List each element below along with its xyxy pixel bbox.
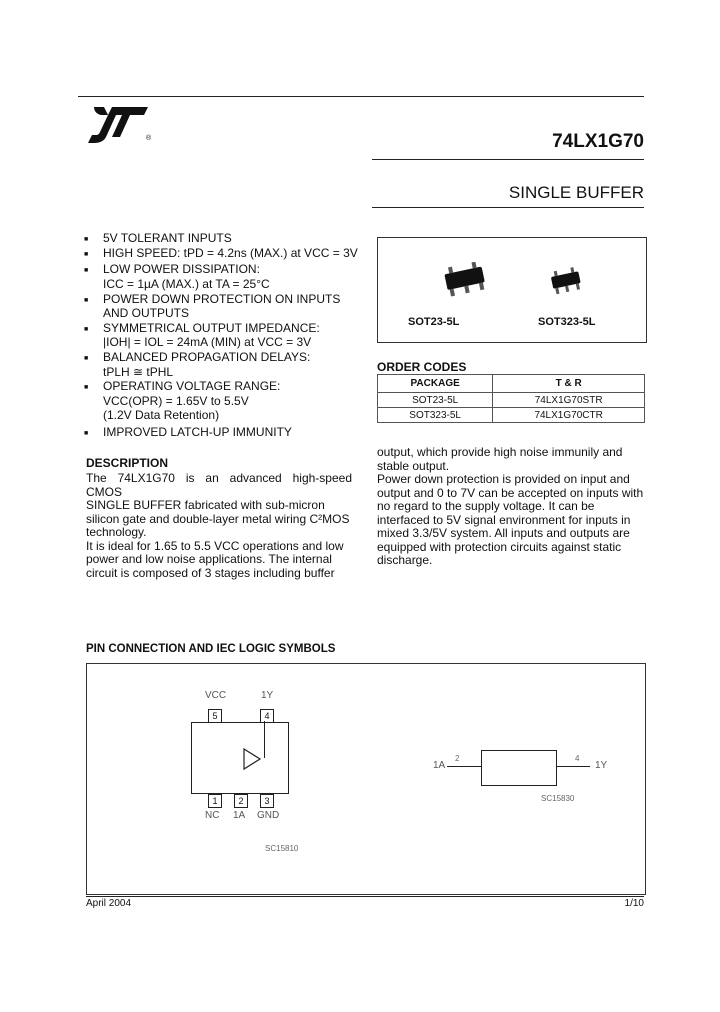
pin-1: 1 (208, 794, 222, 808)
buffer-triangle-icon (242, 747, 264, 771)
description-line: stable output. (377, 458, 450, 473)
table-cell: SOT23-5L (378, 393, 493, 408)
description-line: output, which provide high noise immunily and (377, 445, 623, 459)
description-line: It is ideal for 1.65 to 5.5 VCC operations and low (86, 538, 344, 553)
order-codes-table (377, 374, 645, 423)
description-line: Power down protection is provided on input and (377, 472, 630, 486)
logic-input-label: 1A (433, 760, 446, 771)
feature-item: POWER DOWN PROTECTION ON INPUTS (103, 292, 341, 306)
pin-connection-figure (86, 663, 646, 895)
pin-label-1y: 1Y (261, 690, 274, 701)
description-left-column (86, 472, 352, 580)
feature-item-detail: VCC(OPR) = 1.65V to 5.5V (103, 394, 249, 408)
pin-label-1a: 1A (233, 810, 246, 821)
logic-output-pin: 4 (575, 754, 580, 763)
package-box (377, 237, 647, 343)
table-cell: 74LX1G70CTR (493, 408, 645, 423)
feature-item: SYMMETRICAL OUTPUT IMPEDANCE: (103, 321, 320, 335)
package-label-sot23: SOT23-5L (408, 316, 460, 328)
pin-4: 4 (260, 709, 274, 723)
st-logo-icon (86, 105, 152, 145)
package-label-sot323: SOT323-5L (538, 316, 596, 328)
description-line: SINGLE BUFFER fabricated with sub-micron (86, 498, 325, 512)
logic-input-wire (447, 766, 481, 767)
description-right-column (377, 446, 645, 568)
description-line: mixed 3.3/5V system. All inputs and outputs are (377, 526, 630, 540)
feature-item: HIGH SPEED: tPD = 4.2ns (MAX.) at VCC = 3V (103, 246, 358, 260)
pin-label-nc: NC (205, 810, 220, 821)
table-row (378, 393, 645, 408)
document-subtitle: SINGLE BUFFER (508, 183, 644, 202)
description-line: output and 0 to 7V can be accepted on inputs with (377, 485, 644, 500)
header-top-rule (78, 96, 644, 97)
description-line: power and low noise applications. The internal (86, 552, 332, 566)
order-codes-title: ORDER CODES (377, 360, 467, 374)
description-line: equipped with protection circuits against static (377, 539, 622, 554)
pin-2: 2 (234, 794, 248, 808)
feature-item-detail: |IOH| = IOL = 24mA (MIN) at VCC = 3V (103, 335, 312, 349)
logic-input-pin: 2 (455, 754, 460, 763)
feature-item-detail: AND OUTPUTS (103, 306, 190, 320)
table-header-cell: PACKAGE (378, 375, 493, 393)
wire (264, 721, 265, 758)
bullet-icon: ■ (84, 251, 89, 258)
sot23-package-icon (434, 262, 498, 298)
description-line: silicon gate and double-layer metal wiring C²MOS (86, 511, 350, 526)
package-body (191, 722, 289, 794)
description-line: technology. (86, 525, 147, 539)
table-row (378, 408, 645, 423)
pin-section-title: PIN CONNECTION AND IEC LOGIC SYMBOLS (86, 643, 336, 655)
bullet-icon: ■ (84, 297, 89, 304)
table-header-cell: T & R (493, 375, 645, 393)
part-number-title: 74LX1G70 (552, 131, 644, 152)
package-caption: SC15810 (265, 844, 299, 853)
logic-symbol-box (481, 750, 557, 786)
table-cell: SOT323-5L (378, 408, 493, 423)
feature-item: LOW POWER DISSIPATION: (103, 262, 260, 276)
pin-3: 3 (260, 794, 274, 808)
logic-output-wire (556, 766, 590, 767)
feature-item-detail: tPLH ≅ tPHL (103, 365, 174, 379)
feature-item-detail: ICC = 1µA (MAX.) at TA = 25°C (103, 277, 270, 291)
feature-item-detail: (1.2V Data Retention) (103, 408, 220, 422)
registered-mark: ® (146, 135, 152, 142)
header-mid-rule (372, 159, 644, 160)
description-line: no regard to the supply voltage. It can be (377, 499, 595, 513)
footer-page-number: 1/10 (624, 898, 644, 909)
bullet-icon: ■ (84, 267, 89, 274)
description-line: The 74LX1G70 is an advanced high-speed CMOS (86, 471, 352, 499)
logic-output-label: 1Y (595, 760, 608, 771)
pin-label-gnd: GND (257, 810, 280, 821)
description-title: DESCRIPTION (86, 456, 169, 470)
bullet-icon: ■ (84, 384, 89, 391)
description-line: interfaced to 5V signal environment for inputs in (377, 512, 631, 527)
footer-rule (86, 896, 644, 897)
feature-item: 5V TOLERANT INPUTS (103, 231, 232, 245)
logic-caption: SC15830 (541, 794, 575, 803)
description-line: discharge. (377, 553, 433, 567)
bullet-icon: ■ (84, 430, 89, 437)
st-logo (86, 105, 152, 145)
feature-item: IMPROVED LATCH-UP IMMUNITY (103, 425, 292, 439)
description-line: circuit is composed of 3 stages including buffer (86, 565, 335, 580)
feature-item: BALANCED PROPAGATION DELAYS: (103, 350, 311, 364)
table-header-row (378, 375, 645, 393)
pin-5: 5 (208, 709, 222, 723)
header-bottom-rule (372, 207, 644, 208)
feature-item: OPERATING VOLTAGE RANGE: (103, 379, 281, 393)
vcc-label: VCC (205, 690, 227, 701)
bullet-icon: ■ (84, 236, 89, 243)
sot323-package-icon (542, 266, 590, 296)
bullet-icon: ■ (84, 326, 89, 333)
bullet-icon: ■ (84, 355, 89, 362)
table-cell: 74LX1G70STR (493, 393, 645, 408)
footer-date: April 2004 (86, 898, 132, 909)
